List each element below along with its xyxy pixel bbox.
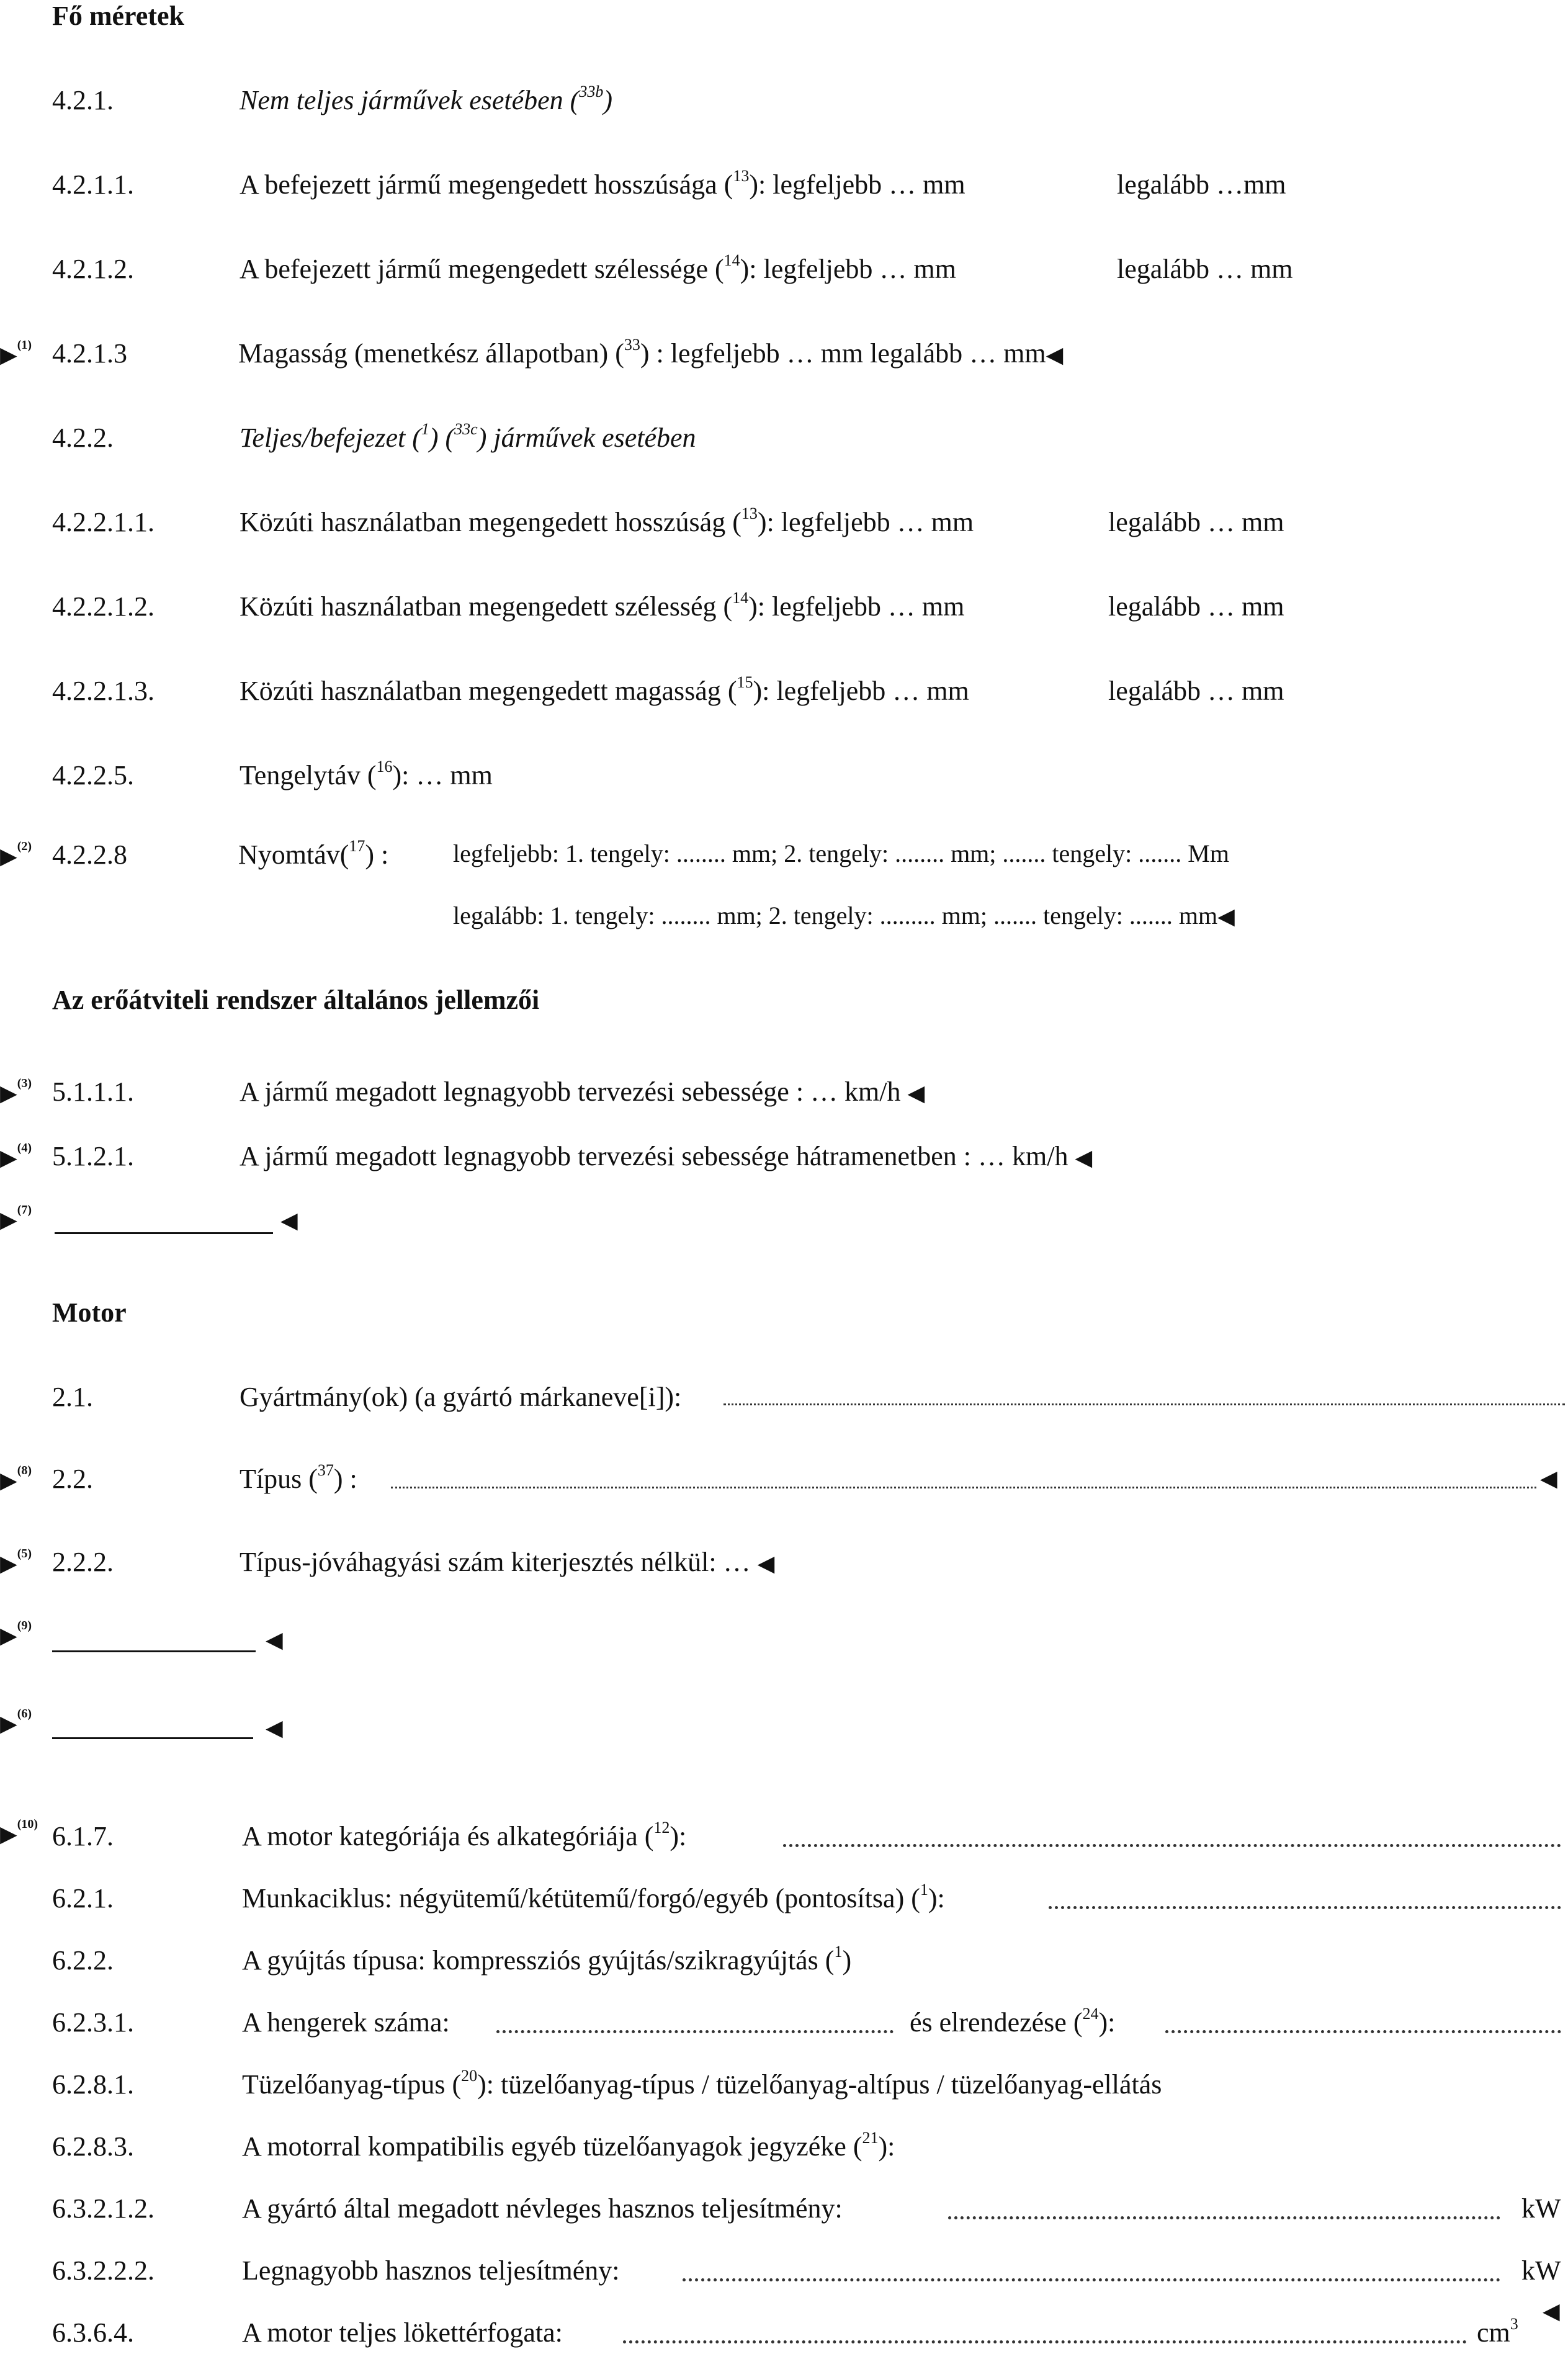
row-text: A motorral kompatibilis egyéb tüzelőanyagok jegyzéke ($^{21}$): [242, 2129, 895, 2162]
unit-label: $cm^3$ [1477, 2315, 1518, 2348]
fill-in-dots [724, 1403, 1565, 1405]
row-text: Típus-jóváhagyási szám kiterjesztés nélkül: … ◀ [240, 1547, 775, 1577]
arrow-left-icon: ◀ [1046, 342, 1064, 368]
row-number: 4.2.1.2. [52, 254, 134, 284]
row-number: 6.2.8.1. [52, 2069, 134, 2100]
row-text: Típus ($^{37}$) : [240, 1461, 357, 1494]
row-number: 6.2.3.1. [52, 2007, 134, 2038]
row-text: A gyártó által megadott névleges hasznos teljesítmény: [242, 2193, 843, 2224]
arrow-left-icon: ◀ [1075, 1145, 1093, 1171]
fill-in-dots [496, 2030, 894, 2033]
amendment-marker: ▶$^{(7)}$ [0, 1203, 32, 1233]
amendment-marker: ▶$^{(5)}$ [0, 1547, 32, 1577]
arrow-right-icon: ▶ [0, 1822, 17, 1847]
section-heading-eroatvitel: Az erőátviteli rendszer általános jellemzői [52, 985, 540, 1015]
arrow-right-icon: ▶ [0, 1551, 17, 1577]
row-number: 4.2.1. [52, 85, 114, 115]
track-max-line: legfeljebb: 1. tengely: ........ mm; 2. tengely: ........ mm; ....... tengely: ....... Mm [453, 839, 1229, 867]
arrow-left-icon: ◀ [280, 1208, 298, 1233]
row-text: Tengelytáv ($^{16}$): … mm [240, 758, 493, 790]
fill-in-dots [1049, 1906, 1561, 1909]
row-right-value: legalább … mm [1108, 507, 1284, 537]
amendment-marker: ▶$^{(10)}$ [0, 1817, 38, 1847]
row-number: 4.2.2.5. [52, 760, 134, 790]
row-text: A hengerek száma: [242, 2007, 450, 2038]
fill-in-dots [683, 2278, 1500, 2281]
amendment-marker: ▶$^{(6)}$ [0, 1707, 32, 1737]
row-text: Közúti használatban megengedett hosszúság ($^{13}$): legfeljebb … mm [240, 504, 974, 537]
deleted-text-rule [52, 1650, 256, 1652]
amendment-marker: ▶$^{(4)}$ [0, 1141, 32, 1171]
arrow-right-icon: ▶ [0, 844, 17, 869]
row-number: 2.1. [52, 1382, 93, 1412]
amendment-marker: ▶$^{(3)}$ [0, 1076, 32, 1106]
deleted-text-rule [52, 1737, 253, 1739]
row-number: 4.2.2. [52, 423, 114, 453]
row-text: Teljes/befejezet ($^1$) ($^{33c}$) járművek esetében [240, 420, 696, 453]
arrow-left-icon: ◀ [757, 1551, 775, 1577]
row-text: A jármű megadott legnagyobb tervezési sebessége : … km/h ◀ [240, 1076, 925, 1107]
row-text: Közúti használatban megengedett szélesség ($^{14}$): legfeljebb … mm [240, 589, 965, 622]
row-number: 4.2.1.3 [52, 338, 127, 369]
arrow-left-icon: ◀ [266, 1627, 283, 1653]
row-right-value: legalább … mm [1108, 676, 1284, 706]
row-number: 6.2.1. [52, 1883, 114, 1913]
fill-in-dots [623, 2340, 1467, 2343]
row-text: A motor kategóriája és alkategóriája ($^{12}$): [242, 1819, 687, 1851]
fill-in-dots [1165, 2030, 1561, 2033]
fill-in-dots [948, 2216, 1500, 2219]
row-text: A gyújtás típusa: kompressziós gyújtás/szikragyújtás ($^1$) [242, 1943, 852, 1976]
row-number: 4.2.2.1.1. [52, 507, 155, 537]
amendment-marker: ▶$^{(2)}$ [0, 839, 32, 869]
row-number: 5.1.2.1. [52, 1141, 134, 1171]
arrow-left-icon: ◀ [1543, 2299, 1560, 2324]
arrow-right-icon: ▶ [0, 1468, 17, 1493]
row-right-value: legalább … mm [1108, 591, 1284, 622]
row-text: Tüzelőanyag-típus ($^{20}$): tüzelőanyag-típus / tüzelőanyag-altípus / tüzelőanyag-ellátás [242, 2067, 1162, 2100]
arrow-left-icon: ◀ [266, 1716, 283, 1741]
row-number: 6.1.7. [52, 1821, 114, 1851]
track-min-line: legalább: 1. tengely: ........ mm; 2. tengely: ......... mm; ....... tengely: ....... mm◀ [453, 902, 1235, 929]
row-text: A motor teljes lökettérfogata: [242, 2317, 563, 2348]
fill-in-dots [391, 1487, 1536, 1488]
row-number: 4.2.2.8 [52, 839, 127, 870]
row-right-value: legalább …mm [1117, 169, 1286, 200]
arrow-left-icon: ◀ [1217, 904, 1235, 929]
row-text: Gyártmány(ok) (a gyártó márkaneve[i]): [240, 1382, 682, 1412]
section-heading-motor: Motor [52, 1297, 127, 1328]
row-text: Legnagyobb hasznos teljesítmény: [242, 2255, 620, 2286]
row-number: 6.2.8.3. [52, 2131, 134, 2162]
row-number: 4.2.1.1. [52, 169, 134, 200]
fill-in-dots [783, 1844, 1561, 1847]
row-number: 6.3.2.1.2. [52, 2193, 155, 2224]
amendment-marker: ▶$^{(8)}$ [0, 1464, 32, 1493]
row-number: 6.2.2. [52, 1945, 114, 1976]
row-text: A befejezett jármű megengedett szélessége ($^{14}$): legfeljebb … mm [240, 251, 956, 284]
row-number: 5.1.1.1. [52, 1076, 134, 1107]
arrow-right-icon: ▶ [0, 1623, 17, 1649]
row-text: Nem teljes járművek esetében ($^{33b}$) [240, 83, 612, 115]
row-text: Munkaciklus: négyütemű/kétütemű/forgó/egyéb (pontosítsa) ($^1$): [242, 1881, 945, 1913]
arrow-left-icon: ◀ [907, 1081, 925, 1106]
row-number: 4.2.2.1.3. [52, 676, 155, 706]
row-number: 2.2. [52, 1464, 93, 1494]
row-text: Magasság (menetkész állapotban) ($^{33}$) : legfeljebb … mm legalább … mm◀ [238, 336, 1064, 369]
row-text: A jármű megadott legnagyobb tervezési sebessége hátramenetben : … km/h ◀ [240, 1141, 1093, 1171]
arrow-right-icon: ▶ [0, 1081, 17, 1106]
row-number: 6.3.2.2.2. [52, 2255, 155, 2286]
row-right-value: legalább … mm [1117, 254, 1293, 284]
row-number: 4.2.2.1.2. [52, 591, 155, 622]
amendment-marker: ▶$^{(9)}$ [0, 1619, 32, 1649]
row-text-continued: és elrendezése ($^{24}$): [910, 2005, 1116, 2038]
section-heading-fo-meretek: Fő méretek [52, 1, 184, 31]
row-text: Közúti használatban megengedett magasság ($^{15}$): legfeljebb … mm [240, 673, 969, 706]
deleted-text-rule [55, 1232, 273, 1234]
arrow-right-icon: ▶ [0, 1207, 17, 1233]
arrow-left-icon: ◀ [1540, 1466, 1557, 1492]
row-number: 2.2.2. [52, 1547, 114, 1577]
row-text: Nyomtáv($^{17}$) : [238, 837, 389, 870]
unit-label: kW [1521, 2255, 1561, 2286]
arrow-right-icon: ▶ [0, 1711, 17, 1737]
unit-label: kW [1521, 2193, 1561, 2224]
arrow-right-icon: ▶ [0, 342, 17, 368]
row-number: 6.3.6.4. [52, 2317, 134, 2348]
arrow-right-icon: ▶ [0, 1145, 17, 1171]
amendment-marker: ▶$^{(1)}$ [0, 338, 32, 368]
row-text: A befejezett jármű megengedett hosszúsága ($^{13}$): legfeljebb … mm [240, 167, 965, 200]
